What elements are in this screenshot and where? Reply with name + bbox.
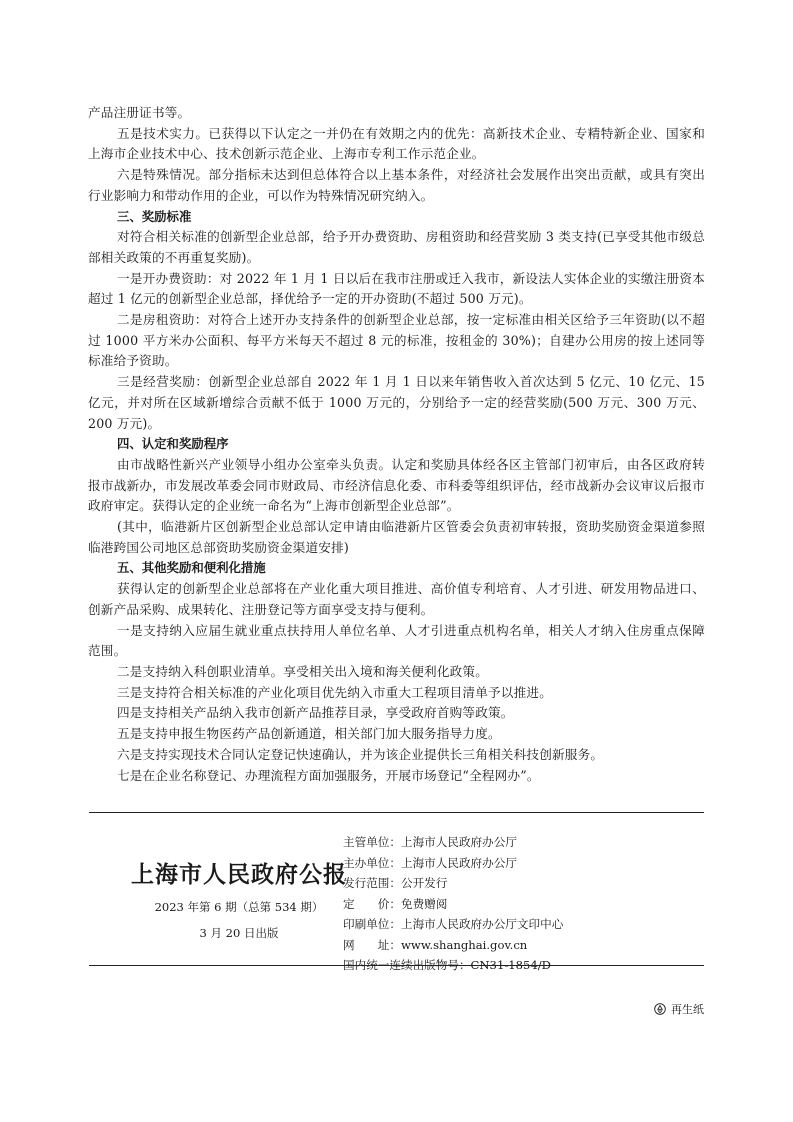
paragraph: 七是在企业名称登记、办理流程方面加强服务，开展市场登记“全程网办”。 bbox=[117, 767, 540, 783]
colophon-row-distribution: 发行范围：公开发行 bbox=[343, 876, 448, 890]
colophon-row-supervisor: 主管单位：上海市人民政府办公厅 bbox=[343, 835, 517, 849]
paragraph: (其中，临港新片区创新型企业总部认定申请由临港新片区管委会负责初审转报，资助奖励资金渠道参照临港跨国公司地区总部资助奖励资金渠道安排) bbox=[88, 519, 705, 555]
section-heading: 四、认定和奖励程序 bbox=[117, 436, 229, 452]
publication-date: 3 月 20 日出版 bbox=[199, 926, 279, 940]
paragraph: 一是支持纳入应届生就业重点扶持用人单位名单、人才引进重点机构名单，相关人才纳入住房重点保障范围。 bbox=[88, 622, 705, 659]
colophon-row-sponsor: 主办单位：上海市人民政府办公厅 bbox=[343, 855, 517, 870]
paragraph: 二是支持纳入科创职业清单。享受相关出入境和海关便利化政策。 bbox=[117, 663, 489, 679]
issue-number: 2023 年第 6 期（总第 534 期） bbox=[154, 900, 324, 914]
article-body bbox=[88, 103, 705, 786]
paragraph: 产品注册证书等。 bbox=[88, 105, 191, 120]
recycled-paper-label: 再生纸 bbox=[671, 1003, 704, 1016]
paragraph: 获得认定的创新型企业总部将在产业化重大项目推进、高价值专利培育、人才引进、研发用物品进口、创新产品采购、成果转化、注册登记等方面享受支持与便利。 bbox=[88, 581, 705, 617]
paragraph: 五是技术实力。已获得以下认定之一并仍在有效期之内的优先：高新技术企业、专精特新企业、国家和上海市企业技术中心、技术创新示范企业、上海市专利工作示范企业。 bbox=[88, 125, 705, 162]
paragraph: 四是支持相关产品纳入我市创新产品推荐目录，享受政府首购等政策。 bbox=[117, 705, 514, 721]
publication-title: 上海市人民政府公报 bbox=[131, 861, 347, 888]
colophon bbox=[343, 832, 563, 976]
paragraph: 六是特殊情况。部分指标未达到但总体符合以上基本条件，对经济社会发展作出突出贡献，或具有突出行业影响力和带动作用的企业，可以作为特殊情况研究纳入。 bbox=[88, 167, 705, 203]
masthead bbox=[110, 858, 368, 941]
recycle-icon bbox=[654, 1003, 666, 1015]
paragraph: 二是房租资助：对符合上述开办支持条件的创新型企业总部，按一定标准由相关区给予三年资助(以不超过 1000 平方米办公面积、每平方米每天不超过 8 元的标准，按租金的 30%)；自建办公用房的按上述同等标准给予资助。 bbox=[88, 312, 705, 369]
section-heading: 三、奖励标准 bbox=[117, 208, 192, 224]
colophon-row-serial-number: 国内统一连续出版物号：CN31-1854/D bbox=[343, 958, 551, 972]
paragraph: 一是开办费资助：对 2022 年 1 月 1 日以后在我市注册或迁入我市，新设法人实体企业的实缴注册资本超过 1 亿元的创新型企业总部，择优给予一定的开办资助(不超过 500 万元)。 bbox=[88, 270, 705, 307]
paragraph: 六是支持实现技术合同认定登记快速确认，并为该企业提供长三角相关科技创新服务。 bbox=[117, 746, 604, 762]
paragraph: 五是支持申报生物医药产品创新通道，相关部门加大服务指导力度。 bbox=[117, 726, 501, 742]
paragraph: 三是经营奖励：创新型企业总部自 2022 年 1 月 1 日以来年销售收入首次达到 5 亿元、10 亿元、15 亿元，并对所在区域新增综合贡献不低于 1000 万元的，分别给予一定的经营奖励(500 万元、300 万元、200 万元)。 bbox=[88, 374, 705, 431]
website-link[interactable]: www.shanghai.gov.cn bbox=[400, 937, 528, 952]
paragraph: 由市战略性新兴产业领导小组办公室牵头负责。认定和奖励具体经各区主管部门初审后，由各区政府转报市战新办，市发展改革委会同市财政局、市经济信息化委、市科委等组织评估，经市战新办会议审议后报市政府审定。获得认定的企业统一命名为“上海市创新型企业总部”。 bbox=[88, 456, 705, 514]
paragraph: 对符合相关标准的创新型企业总部，给予开办费资助、房租资助和经营奖励 3 类支持(已享受其他市级总部相关政策的不再重复奖励)。 bbox=[88, 229, 705, 265]
paragraph: 三是支持符合相关标准的产业化项目优先纳入市重大工程项目清单予以推进。 bbox=[117, 684, 552, 700]
colophon-row-price: 定 价：免费赠阅 bbox=[343, 896, 448, 911]
divider-top bbox=[89, 812, 704, 813]
colophon-row-website: 网 址：www.shanghai.gov.cn bbox=[343, 937, 528, 952]
recycled-paper-note bbox=[654, 1001, 704, 1017]
divider-bottom bbox=[89, 965, 704, 966]
colophon-row-printer: 印刷单位：上海市人民政府办公厅文印中心 bbox=[343, 917, 564, 931]
section-heading: 五、其他奖励和便利化措施 bbox=[117, 560, 266, 576]
